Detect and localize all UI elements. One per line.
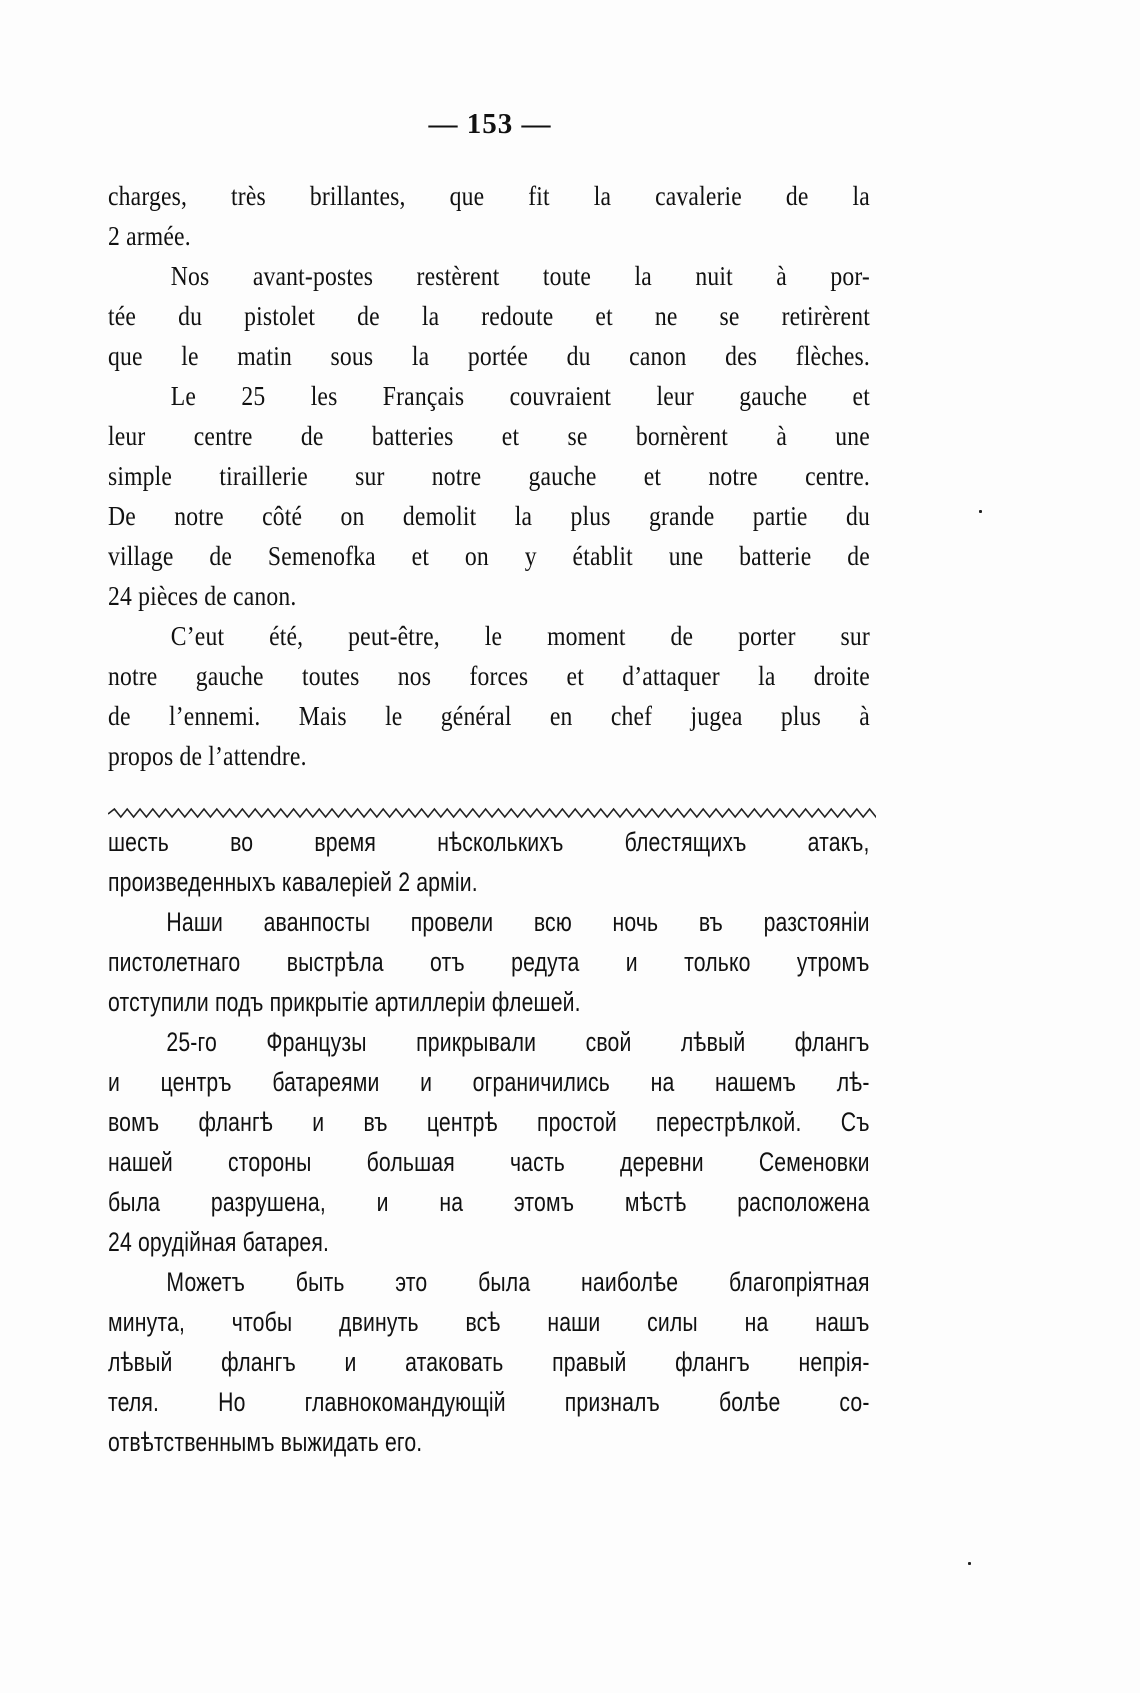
text-line: теля. Но главнокомандующій призналъ болѣе со-	[108, 1387, 870, 1417]
scan-speck	[968, 1562, 971, 1565]
text-line: que le matin sous la portée du canon des flèches.	[108, 340, 870, 371]
text-line: C’eut été, peut-être, le moment de porter sur	[170, 620, 870, 651]
text-line: отступили подъ прикрытіе артиллеріи флешей.	[108, 987, 581, 1017]
text-line: De notre côté on demolit la plus grande partie du	[108, 500, 870, 531]
page-number: — 153 —	[428, 108, 552, 140]
text-line: de l’ennemi. Mais le général en chef jugea plus à	[108, 700, 870, 731]
text-line: simple tiraillerie sur notre gauche et notre centre.	[108, 460, 870, 491]
text-line: 24 pièces de canon.	[108, 580, 297, 611]
text-line: charges, très brillantes, que fit la cavalerie de la	[108, 180, 870, 211]
text-line: 24 орудійная батарея.	[108, 1227, 330, 1257]
text-line: 2 armée.	[108, 220, 191, 251]
french-text-block	[108, 176, 870, 776]
text-line: village de Semenofka et on y établit une batterie de	[108, 540, 870, 571]
text-line: шесть во время нѣсколькихъ блестящихъ атакъ,	[108, 827, 870, 857]
text-line: Nos avant-postes restèrent toute la nuit à por-	[170, 260, 870, 291]
text-line: Le 25 les Français couvraient leur gauche et	[170, 380, 870, 411]
text-line: Можетъ быть это была наиболѣе благопріятная	[166, 1267, 870, 1297]
text-line: tée du pistolet de la redoute et ne se retirèrent	[108, 300, 870, 331]
scan-speck	[979, 510, 982, 513]
wavy-divider-rule	[108, 806, 876, 820]
text-line: 25-го Французы прикрывали свой лѣвый флангъ	[166, 1027, 870, 1057]
text-line: вомъ флангѣ и въ центрѣ простой перестрѣлкой. Съ	[108, 1107, 870, 1137]
text-line: пистолетнаго выстрѣла отъ редута и только утромъ	[108, 947, 870, 977]
text-line: минута, чтобы двинуть всѣ наши силы на нашъ	[108, 1307, 870, 1337]
text-line: и центръ батареями и ограничились на нашемъ лѣ-	[108, 1067, 870, 1097]
text-line: notre gauche toutes nos forces et d’attaquer la droite	[108, 660, 870, 691]
text-line: нашей стороны большая часть деревни Семеновки	[108, 1147, 870, 1177]
text-line: propos de l’attendre.	[108, 740, 307, 771]
text-line: отвѣтственнымъ выжидать его.	[108, 1427, 423, 1457]
text-line: leur centre de batteries et se bornèrent à une	[108, 420, 870, 451]
text-line: лѣвый флангъ и атаковать правый флангъ непрія-	[108, 1347, 870, 1377]
russian-text-block	[108, 822, 870, 1462]
text-line: была разрушена, и на этомъ мѣстѣ расположена	[108, 1187, 870, 1217]
text-line: Наши аванпосты провели всю ночь въ разстояніи	[166, 907, 870, 937]
text-line: произведенныхъ кавалеріей 2 арміи.	[108, 867, 478, 897]
